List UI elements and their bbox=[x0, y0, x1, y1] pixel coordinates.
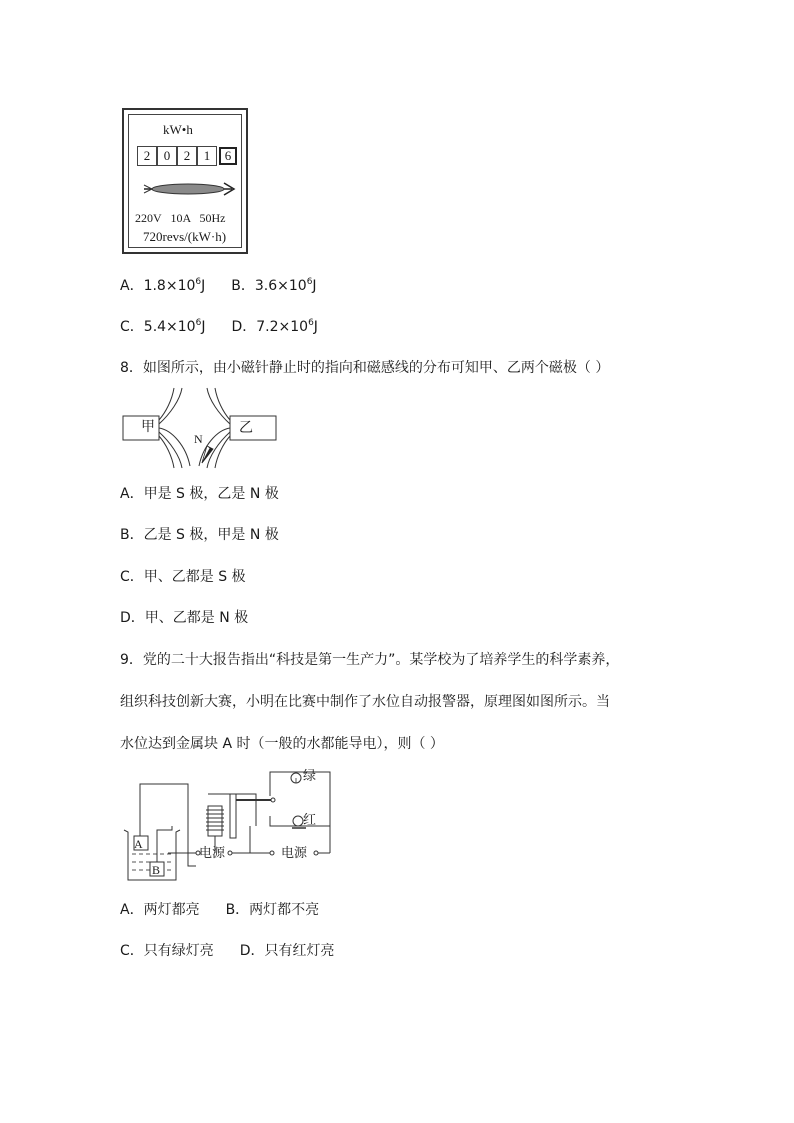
red-lamp-label: 红 bbox=[303, 813, 317, 828]
power-source-right-label: 电源 bbox=[281, 846, 308, 861]
option-a[interactable]: A．$1.8\times 10^6J$ bbox=[120, 277, 206, 294]
metal-block-a-label: A bbox=[134, 837, 143, 851]
power-source-left-label: 电源 bbox=[199, 846, 226, 861]
meter-digit-decimal: 6 bbox=[219, 147, 237, 165]
q9-option-a[interactable]: A．两灯都亮 bbox=[120, 902, 200, 918]
q7-options-row-2 bbox=[120, 317, 318, 337]
question-8-stem: 8．如图所示，由小磁针静止时的指向和磁感线的分布可知甲、乙两个磁极（ ） bbox=[120, 360, 610, 376]
metal-block-b-label: B bbox=[152, 863, 161, 877]
question-9-stem-line-1: 9．党的二十大报告指出“科技是第一生产力”。某学校为了培养学生的科学素养， bbox=[120, 652, 620, 668]
q9-option-b[interactable]: B．两灯都不亮 bbox=[225, 902, 320, 918]
meter-specs-label: 220V 10A 50Hz bbox=[135, 211, 226, 225]
q8-option-b[interactable]: B．乙是 S 极，甲是 N 极 bbox=[120, 527, 279, 543]
meter-unit-label: kW•h bbox=[163, 122, 193, 137]
meter-disc-arrow-icon bbox=[140, 176, 240, 202]
meter-digit: 2 bbox=[137, 146, 157, 166]
q8-option-c[interactable]: C．甲、乙都是 S 极 bbox=[120, 569, 246, 585]
needle-north-label: N bbox=[194, 432, 203, 446]
meter-digit: 0 bbox=[157, 146, 177, 166]
question-9-stem-line-3: 水位达到金属块 A 时（一般的水都能导电），则（ ） bbox=[120, 736, 444, 752]
q7-options-row-1 bbox=[120, 276, 317, 296]
q9-option-c[interactable]: C．只有绿灯亮 bbox=[120, 943, 214, 959]
q9-options-row-1 bbox=[120, 900, 319, 920]
green-lamp-label: 绿 bbox=[303, 769, 317, 784]
option-c[interactable]: C．$5.4\times 10^6J$ bbox=[120, 318, 206, 335]
option-b[interactable]: B．$3.6\times 10^6J$ bbox=[231, 277, 317, 294]
question-9-stem-line-2: 组织科技创新大赛，小明在比赛中制作了水位自动报警器，原理图如图所示。当 bbox=[120, 694, 610, 710]
q8-option-a[interactable]: A．甲是 S 极，乙是 N 极 bbox=[120, 486, 279, 502]
q9-options-row-2 bbox=[120, 941, 335, 961]
option-d[interactable]: D．$7.2\times 10^6J$ bbox=[231, 318, 318, 335]
magnet-left-label: 甲 bbox=[141, 420, 155, 435]
meter-digit: 2 bbox=[177, 146, 197, 166]
q9-option-d[interactable]: D．只有红灯亮 bbox=[239, 943, 335, 959]
meter-digit: 1 bbox=[197, 146, 217, 166]
magnet-right-label: 乙 bbox=[239, 421, 253, 436]
meter-revs-label: 720revs/(kW·h) bbox=[143, 229, 227, 244]
q8-option-d[interactable]: D．甲、乙都是 N 极 bbox=[120, 610, 249, 626]
